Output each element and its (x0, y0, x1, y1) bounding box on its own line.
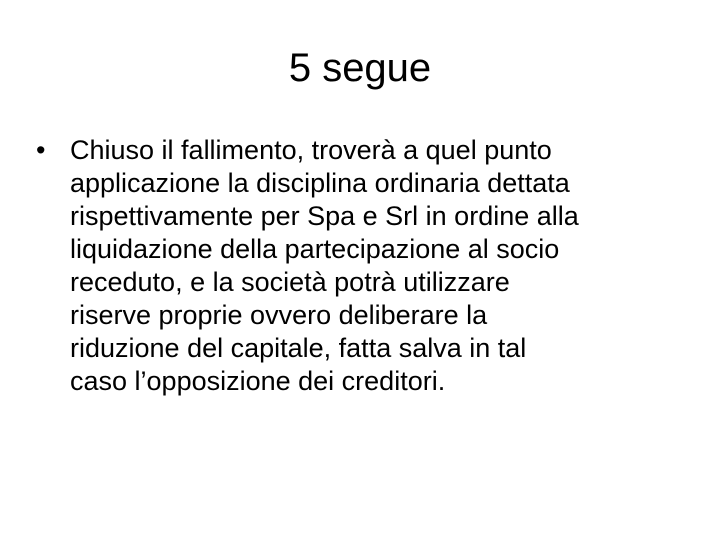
bullet-list (36, 134, 696, 398)
bullet-text-line: riserve proprie ovvero deliberare la (70, 300, 488, 330)
bullet-item (36, 134, 696, 398)
bullet-text-line: Chiuso il fallimento, troverà a quel punto (70, 135, 552, 165)
bullet-text-line: riduzione del capitale, fatta salva in tal (70, 333, 527, 363)
bullet-text-line: receduto, e la società potrà utilizzare (70, 267, 510, 297)
bullet-text-line: applicazione la disciplina ordinaria dettata (70, 168, 570, 198)
bullet-text-line: rispettivamente per Spa e Srl in ordine alla (70, 201, 579, 231)
bullet-text-line: caso l’opposizione dei creditori. (70, 366, 446, 396)
bullet-text-line: liquidazione della partecipazione al socio (70, 234, 560, 264)
slide-title: 5 segue (288, 46, 432, 90)
bullet-dot-icon: • (36, 135, 46, 165)
